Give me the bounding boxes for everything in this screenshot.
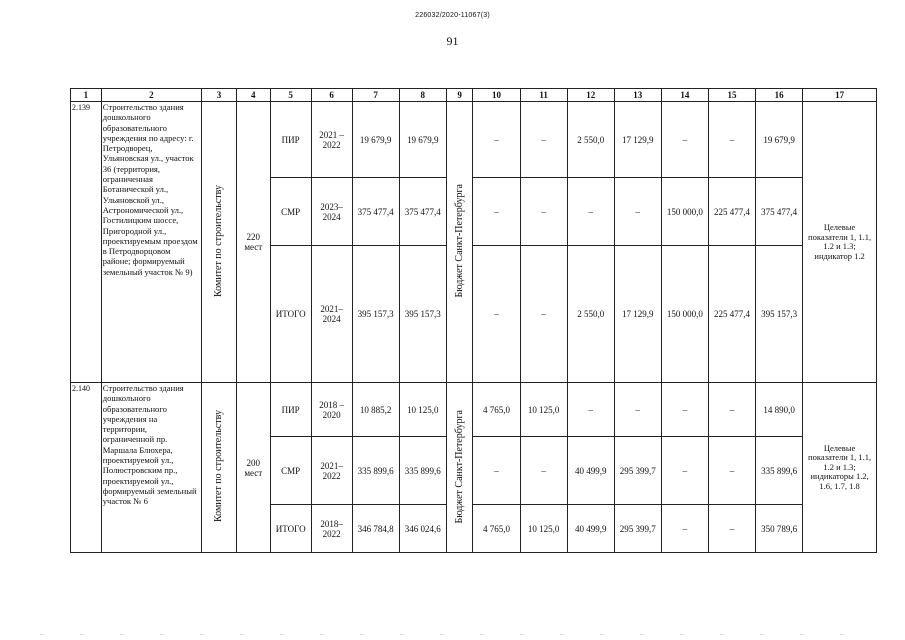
column-header: 17 (803, 89, 877, 102)
value-cell: – (708, 102, 755, 178)
value-cell: 395 157,3 (352, 246, 399, 383)
work-type: СМР (270, 178, 311, 246)
committee-text: Комитет по строительству (212, 184, 224, 298)
capacity-cell: 200 мест (236, 383, 270, 553)
value-cell: – (614, 383, 661, 437)
column-header: 13 (614, 89, 661, 102)
value-cell: – (661, 505, 708, 553)
committee-cell (202, 383, 237, 553)
value-cell: 17 129,9 (614, 102, 661, 178)
value-cell: 10 125,0 (399, 383, 446, 437)
indicators-cell: Целевые показатели 1, 1.1, 1.2 и 1.3; индикаторы 1.2, 1.6, 1.7, 1.8 (803, 383, 877, 553)
value-cell: 350 789,6 (756, 505, 803, 553)
document-id: 226032/2020-11067(3) (415, 12, 490, 19)
value-cell: 335 899,6 (352, 437, 399, 505)
value-cell: – (520, 178, 567, 246)
years: 2023– 2024 (311, 178, 352, 246)
work-type: ИТОГО (270, 246, 311, 383)
value-cell: 19 679,9 (399, 102, 446, 178)
value-cell: – (661, 102, 708, 178)
budget-text: Бюджет Санкт-Петербурга (453, 184, 465, 298)
value-cell: 375 477,4 (399, 178, 446, 246)
object-name: Строительство здания дошкольного образовательного учреждения на территории, ограниченной пр. Маршала Блюхера, проектируемой ул., Полюстровским пр., проектируемой ул., формируемый земельный участок № 6 (101, 383, 201, 553)
value-cell: 395 157,3 (399, 246, 446, 383)
value-cell: – (520, 102, 567, 178)
value-cell: – (567, 178, 614, 246)
value-cell: 346 784,8 (352, 505, 399, 553)
value-cell: – (708, 505, 755, 553)
value-cell: 4 765,0 (473, 505, 520, 553)
value-cell: – (661, 437, 708, 505)
value-cell: 10 125,0 (520, 383, 567, 437)
page-number: 91 (446, 34, 459, 48)
budget-cell (446, 383, 473, 553)
value-cell: 4 765,0 (473, 383, 520, 437)
years: 2021 – 2022 (311, 102, 352, 178)
column-header: 3 (202, 89, 237, 102)
value-cell: 335 899,6 (756, 437, 803, 505)
value-cell: 19 679,9 (352, 102, 399, 178)
value-cell: – (473, 437, 520, 505)
value-cell: – (708, 437, 755, 505)
column-header: 14 (661, 89, 708, 102)
value-cell: 2 550,0 (567, 102, 614, 178)
years: 2018– 2022 (311, 505, 352, 553)
work-type: ИТОГО (270, 505, 311, 553)
value-cell: – (614, 178, 661, 246)
column-header: 12 (567, 89, 614, 102)
value-cell: – (520, 437, 567, 505)
value-cell: 375 477,4 (756, 178, 803, 246)
work-type: ПИР (270, 102, 311, 178)
value-cell: 346 024,6 (399, 505, 446, 553)
committee-cell (202, 102, 237, 383)
value-cell: – (661, 383, 708, 437)
column-header: 1 (71, 89, 102, 102)
value-cell: – (473, 178, 520, 246)
column-header: 16 (756, 89, 803, 102)
object-name: Строительство здания дошкольного образовательного учреждения по адресу: г. Петродворец, Ульяновская ул., участок 36 (территория, ограниченная Ботанической ул., Ульяновской ул., Астрономической ул., Гостилицким шоссе, Пригородной ул., проектируемым проездом в Петродворцовом районе; формируемый земельный участок № 9) (101, 102, 201, 383)
work-type: ПИР (270, 383, 311, 437)
work-type: СМР (270, 437, 311, 505)
value-cell: – (473, 246, 520, 383)
value-cell: – (473, 102, 520, 178)
value-cell: 335 899,6 (399, 437, 446, 505)
value-cell: – (520, 246, 567, 383)
value-cell: 225 477,4 (708, 246, 755, 383)
value-cell: 2 550,0 (567, 246, 614, 383)
value-cell: 10 885,2 (352, 383, 399, 437)
value-cell: – (567, 383, 614, 437)
years: 2021– 2022 (311, 437, 352, 505)
column-header: 6 (311, 89, 352, 102)
row-number: 2.140 (71, 383, 102, 553)
value-cell: 225 477,4 (708, 178, 755, 246)
column-header: 9 (446, 89, 473, 102)
value-cell: 295 399,7 (614, 437, 661, 505)
budget-text: Бюджет Санкт-Петербурга (453, 409, 465, 524)
value-cell: 10 125,0 (520, 505, 567, 553)
budget-table (70, 88, 877, 553)
value-cell: 40 499,9 (567, 437, 614, 505)
column-header: 7 (352, 89, 399, 102)
years: 2021– 2024 (311, 246, 352, 383)
value-cell: 19 679,9 (756, 102, 803, 178)
indicators-cell: Целевые показатели 1, 1.1, 1.2 и 1.3; индикатор 1.2 (803, 102, 877, 383)
committee-text: Комитет по строительству (212, 410, 224, 523)
row-number: 2.139 (71, 102, 102, 383)
value-cell: – (708, 383, 755, 437)
scan-artifact (40, 634, 860, 635)
value-cell: 375 477,4 (352, 178, 399, 246)
column-header: 11 (520, 89, 567, 102)
value-cell: 395 157,3 (756, 246, 803, 383)
header-row (71, 89, 877, 102)
column-header: 2 (101, 89, 201, 102)
value-cell: 295 399,7 (614, 505, 661, 553)
budget-cell (446, 102, 473, 383)
value-cell: 150 000,0 (661, 178, 708, 246)
column-header: 4 (236, 89, 270, 102)
years: 2018 – 2020 (311, 383, 352, 437)
column-header: 5 (270, 89, 311, 102)
column-header: 15 (708, 89, 755, 102)
column-header: 8 (399, 89, 446, 102)
capacity-cell: 220 мест (236, 102, 270, 383)
table-row (71, 102, 877, 178)
value-cell: 40 499,9 (567, 505, 614, 553)
table-row (71, 383, 877, 437)
value-cell: 17 129,9 (614, 246, 661, 383)
column-header: 10 (473, 89, 520, 102)
value-cell: 14 890,0 (756, 383, 803, 437)
value-cell: 150 000,0 (661, 246, 708, 383)
